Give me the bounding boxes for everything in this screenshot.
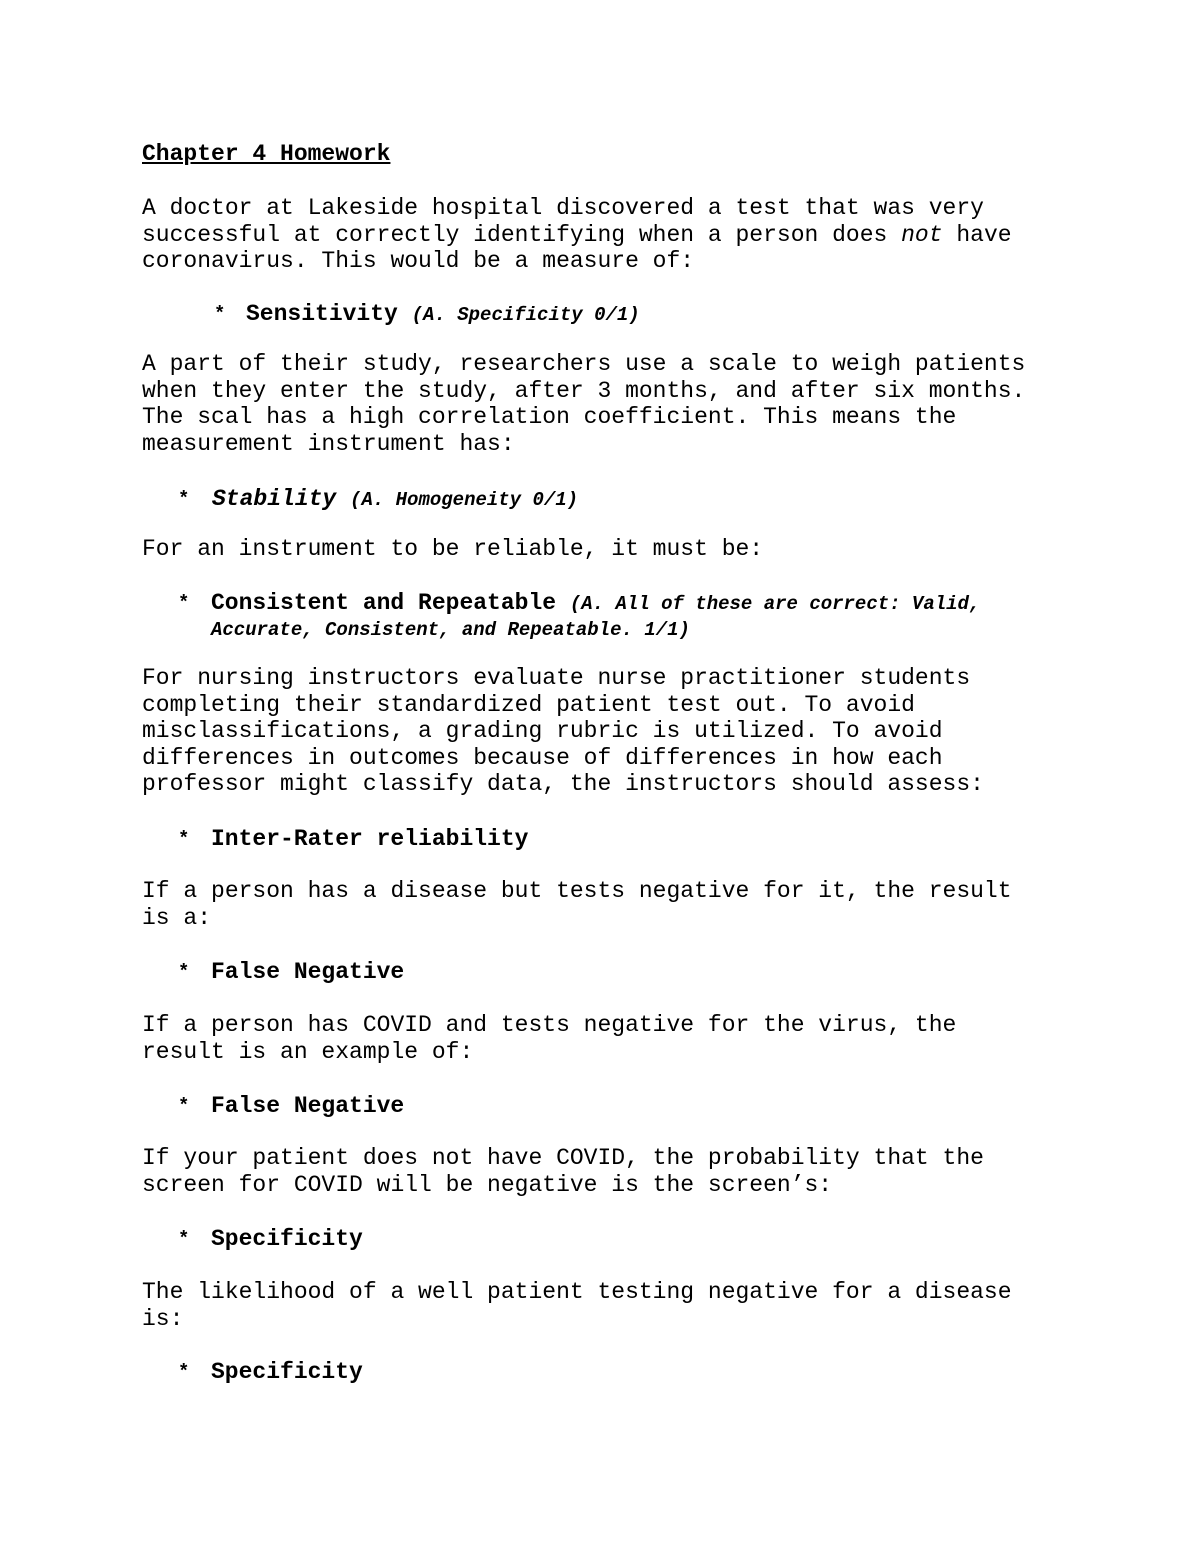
document-title: Chapter 4 Homework — [142, 141, 391, 167]
question-1-line-3: coronavirus. This would be a measure of: — [142, 248, 695, 275]
answer-row-3 — [211, 590, 980, 618]
bullet-star-7: * — [178, 1228, 190, 1250]
answer-row-1 — [246, 301, 640, 329]
bullet-star-5: * — [178, 961, 190, 983]
answer-7: Specificity — [211, 1226, 363, 1252]
question-5 — [142, 878, 1012, 931]
question-4-line-4: differences in outcomes because of differences in how each — [142, 744, 943, 771]
bullet-star-6: * — [178, 1095, 190, 1117]
answer-8: Specificity — [211, 1359, 363, 1385]
answer-2: Stability — [212, 486, 337, 512]
question-8 — [142, 1279, 1012, 1332]
bullet-star-2: * — [178, 488, 190, 510]
question-4-line-2: completing their standardized patient test out. To avoid — [142, 691, 915, 718]
question-2-line-2: when they enter the study, after 3 months, and after six months. — [142, 377, 1026, 404]
bullet-star-4: * — [178, 828, 190, 850]
answer-6: False Negative — [211, 1093, 405, 1119]
question-1-line-2-pre: successful at correctly identifying when a person does — [142, 221, 902, 248]
question-7 — [142, 1145, 984, 1198]
answer-row-3b — [211, 616, 690, 644]
question-4-line-3: misclassifications, a grading rubric is utilized. To avoid — [142, 718, 943, 745]
answer-row-7 — [211, 1226, 363, 1253]
answer-row-2 — [212, 486, 578, 514]
question-3: For an instrument to be reliable, it must be: — [142, 536, 764, 562]
question-4 — [142, 665, 984, 798]
answer-4: Inter-Rater reliability — [211, 826, 529, 852]
question-6-line-1: If a person has COVID and tests negative for the virus, the — [142, 1012, 957, 1038]
question-8-line-2: is: — [142, 1305, 184, 1332]
question-7-line-2: screen for COVID will be negative is the screen’s: — [142, 1171, 833, 1198]
answer-3-note-line-2: Accurate, Consistent, and Repeatable. 1/1) — [211, 619, 690, 641]
question-5-line-1: If a person has a disease but tests negative for it, the result — [142, 878, 1012, 904]
question-1-line-2-post: have — [942, 221, 1012, 248]
question-2-line-1: A part of their study, researchers use a scale to weigh patients — [142, 351, 1026, 377]
question-1-emphasis: not — [901, 221, 943, 248]
question-6-line-2: result is an example of: — [142, 1038, 474, 1065]
answer-1: Sensitivity — [246, 301, 398, 327]
question-1 — [142, 195, 1012, 275]
bullet-star-3: * — [178, 592, 190, 614]
bullet-star-8: * — [178, 1361, 190, 1383]
answer-row-6 — [211, 1093, 404, 1120]
question-7-line-1: If your patient does not have COVID, the probability that the — [142, 1145, 984, 1171]
answer-row-8 — [211, 1359, 363, 1386]
question-1-line-1: A doctor at Lakeside hospital discovered a test that was very — [142, 195, 984, 221]
answer-row-5 — [211, 959, 404, 986]
question-6 — [142, 1012, 956, 1065]
answer-2-note: (A. Homogeneity 0/1) — [350, 489, 579, 511]
bullet-star-1: * — [214, 303, 226, 325]
answer-row-4 — [211, 826, 528, 853]
answer-3-note-line-1: (A. All of these are correct: Valid, — [569, 593, 981, 615]
question-2-line-3: The scal has a high correlation coefficient. This means the — [142, 404, 957, 431]
question-2-line-4: measurement instrument has: — [142, 430, 515, 457]
question-8-line-1: The likelihood of a well patient testing negative for a disease — [142, 1279, 1012, 1305]
answer-3: Consistent and Repeatable — [211, 590, 557, 616]
answer-1-note: (A. Specificity 0/1) — [411, 304, 640, 326]
question-5-line-2: is a: — [142, 904, 212, 931]
question-4-line-5: professor might classify data, the instructors should assess: — [142, 771, 984, 798]
question-4-line-1: For nursing instructors evaluate nurse practitioner students — [142, 665, 971, 691]
answer-5: False Negative — [211, 959, 405, 985]
question-2 — [142, 351, 1025, 457]
